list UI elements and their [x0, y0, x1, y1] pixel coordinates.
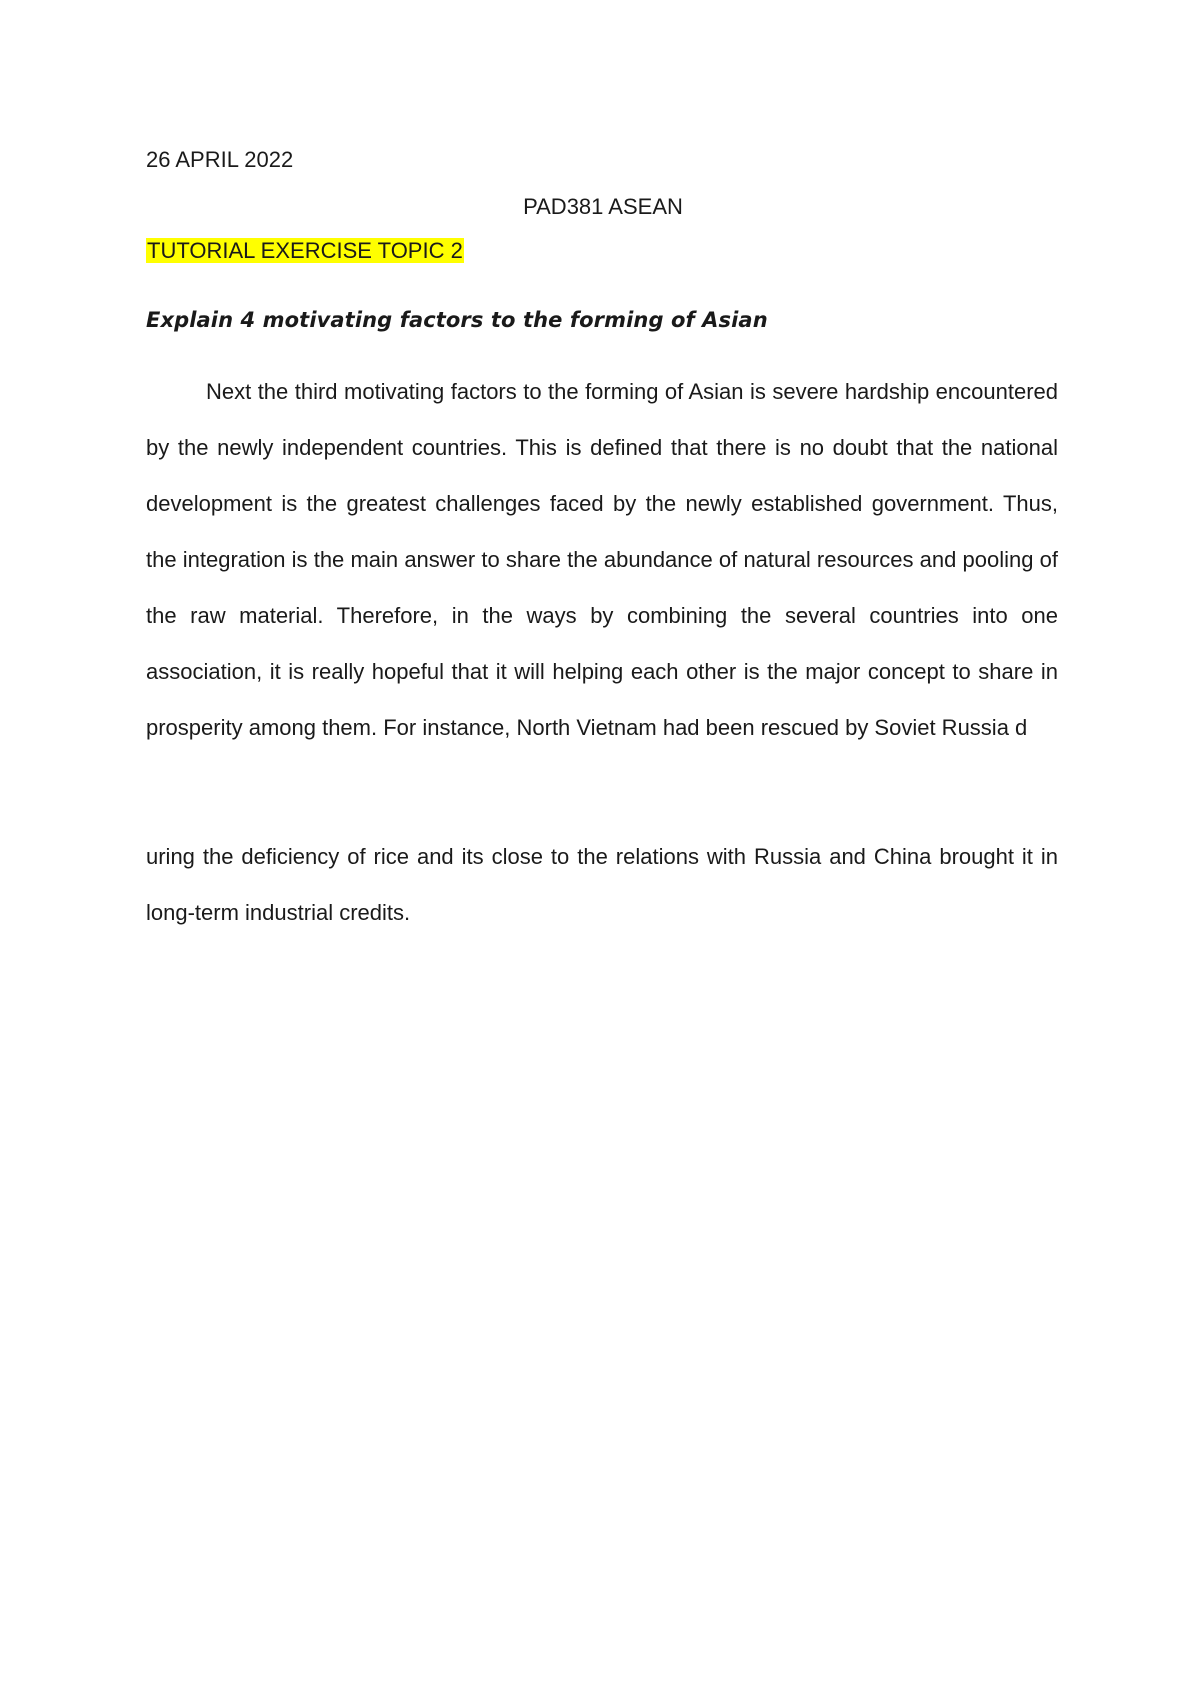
course-title: PAD381 ASEAN	[523, 194, 683, 219]
body-paragraph-1: Next the third motivating factors to the forming of Asian is severe hardship encountered by the newly independent countries. This is defined that there is no doubt that the national development is the greatest challenges faced by the newly established government. Thus, the integration is the main answer to share the abundance of natural resources and pooling of the raw material. Therefore, in the ways by combining the several countries into one association, it is really hopeful that it will helping each other is the major concept to share in prosperity among them. For instance, North Vietnam had been rescued by Soviet Russia d	[146, 379, 1058, 740]
document-date: 26 APRIL 2022	[146, 147, 294, 172]
topic-heading	[146, 237, 464, 265]
body-paragraph-2: uring the deficiency of rice and its close to the relations with Russia and China brought it in long-term industrial credits.	[146, 844, 1058, 925]
highlighted-topic-text: TUTORIAL EXERCISE TOPIC 2	[147, 238, 463, 263]
question-heading: Explain 4 motivating factors to the forming of Asian	[146, 308, 768, 332]
